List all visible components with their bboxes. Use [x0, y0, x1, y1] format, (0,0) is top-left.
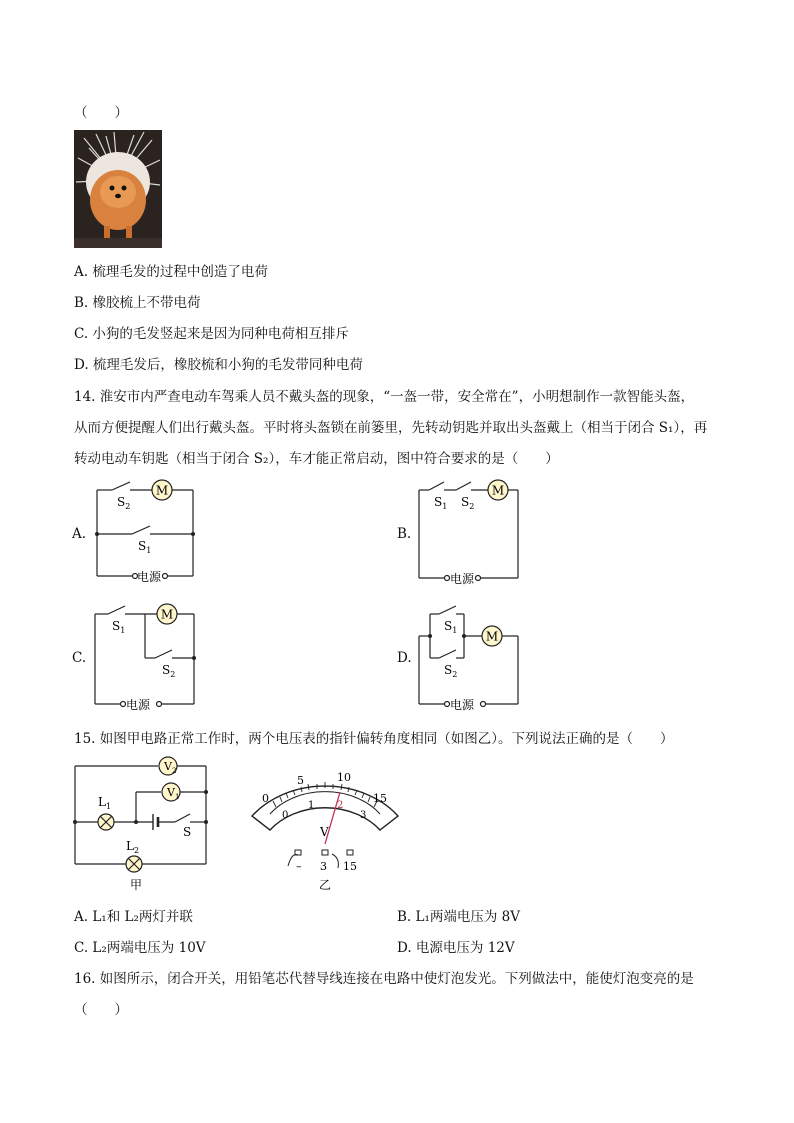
circuit-d-label: D. [397, 650, 412, 666]
svg-text:S: S [183, 825, 192, 839]
q15-option-b: B. L₁两端电压为 8V [397, 909, 521, 925]
svg-text:V2: $V_2$ [164, 760, 177, 775]
svg-text:电源: 电源 [450, 698, 475, 712]
motor-label: M [155, 483, 169, 498]
svg-text:5: 5 [297, 774, 304, 787]
q13-option-c: C. 小狗的毛发竖起来是因为同种电荷相互排斥 [74, 326, 349, 342]
svg-text:V: V [320, 825, 329, 839]
circuit-a-label: A. [72, 526, 87, 542]
q15-option-c: C. L₂两端电压为 10V [74, 940, 206, 956]
svg-text:10: 10 [337, 771, 351, 784]
svg-text:S2: $S_2$ [162, 663, 176, 679]
svg-text:电源: 电源 [126, 698, 151, 712]
q13-option-a: A. 梳理毛发的过程中创造了电荷 [74, 264, 268, 280]
q13-answer-paren: （ ） [74, 105, 128, 121]
svg-text:电源: 电源 [450, 572, 475, 586]
circuit-a-diagram [90, 478, 200, 586]
q16-answer-paren: （ ） [74, 1002, 128, 1018]
svg-text:0: 0 [262, 792, 269, 805]
q13-option-b: B. 橡胶梳上不带电荷 [74, 295, 201, 311]
q16-stem-line1: 16. 如图所示，闭合开关，用铅笔芯代替导线连接在电路中使灯泡发光。下列做法中，能使灯泡变亮的是 [74, 971, 694, 987]
circuit-c-label: C. [72, 650, 87, 666]
svg-text:S2: $S_2$ [117, 495, 131, 511]
svg-text:S1: $S_1$ [138, 539, 152, 555]
svg-text:1: 1 [308, 800, 315, 811]
power-source-label: 电源 [137, 570, 162, 584]
figure-yi-caption: 乙 [319, 878, 332, 892]
svg-text:3: 3 [320, 860, 327, 873]
circuit-d-diagram [414, 600, 524, 712]
figure-jia-caption: 甲 [130, 878, 143, 892]
svg-text:15: 15 [343, 860, 357, 873]
svg-text:M: M [160, 607, 174, 622]
voltmeter-dial-yi [240, 754, 410, 894]
svg-text:S1: $S_1$ [444, 619, 458, 635]
svg-text:–: – [296, 860, 302, 873]
q15-option-d: D. 电源电压为 12V [397, 940, 515, 956]
svg-text:3: 3 [360, 810, 367, 821]
circuit-c-diagram [90, 600, 200, 712]
q14-stem-line3: 转动电动车钥匙（相当于闭合 S₂），车才能正常启动，图中符合要求的是（ ） [74, 451, 559, 467]
svg-text:0: 0 [282, 810, 289, 821]
svg-text:L1: $L_1$ [98, 795, 112, 811]
q15-stem-line1: 15. 如图甲电路正常工作时，两个电压表的指针偏转角度相同（如图乙）。下列说法正确的是（ ） [74, 731, 674, 747]
q14-stem-line1: 14. 淮安市内严查电动车驾乘人员不戴头盔的现象，“一盔一带，安全常在”，小明想制作一款智能头盔， [74, 389, 695, 405]
svg-text:S2: $S_2$ [461, 495, 475, 511]
q13-option-d: D. 梳理毛发后，橡胶梳和小狗的毛发带同种电荷 [74, 357, 363, 373]
svg-text:15: 15 [373, 792, 387, 805]
svg-text:S1: $S_1$ [434, 495, 448, 511]
svg-text:S2: $S_2$ [444, 663, 458, 679]
svg-text:L2: $L_2$ [126, 839, 140, 855]
fluffy-dog-photo [74, 130, 162, 248]
svg-text:S1: $S_1$ [112, 619, 126, 635]
svg-text:2: 2 [337, 800, 344, 811]
svg-text:M: M [491, 483, 505, 498]
circuit-b-label: B. [397, 526, 412, 542]
svg-text:V1: $V_1$ [167, 786, 180, 801]
q14-stem-line2: 从而方便提醒人们出行戴头盔。平时将头盔锁在前篓里，先转动钥匙并取出头盔戴上（相当于闭合 S₁），再 [74, 420, 708, 436]
circuit-jia-diagram [68, 754, 218, 894]
svg-text:M: M [485, 629, 499, 644]
q15-option-a: A. L₁和 L₂两灯并联 [74, 909, 193, 925]
circuit-b-diagram [414, 478, 524, 586]
